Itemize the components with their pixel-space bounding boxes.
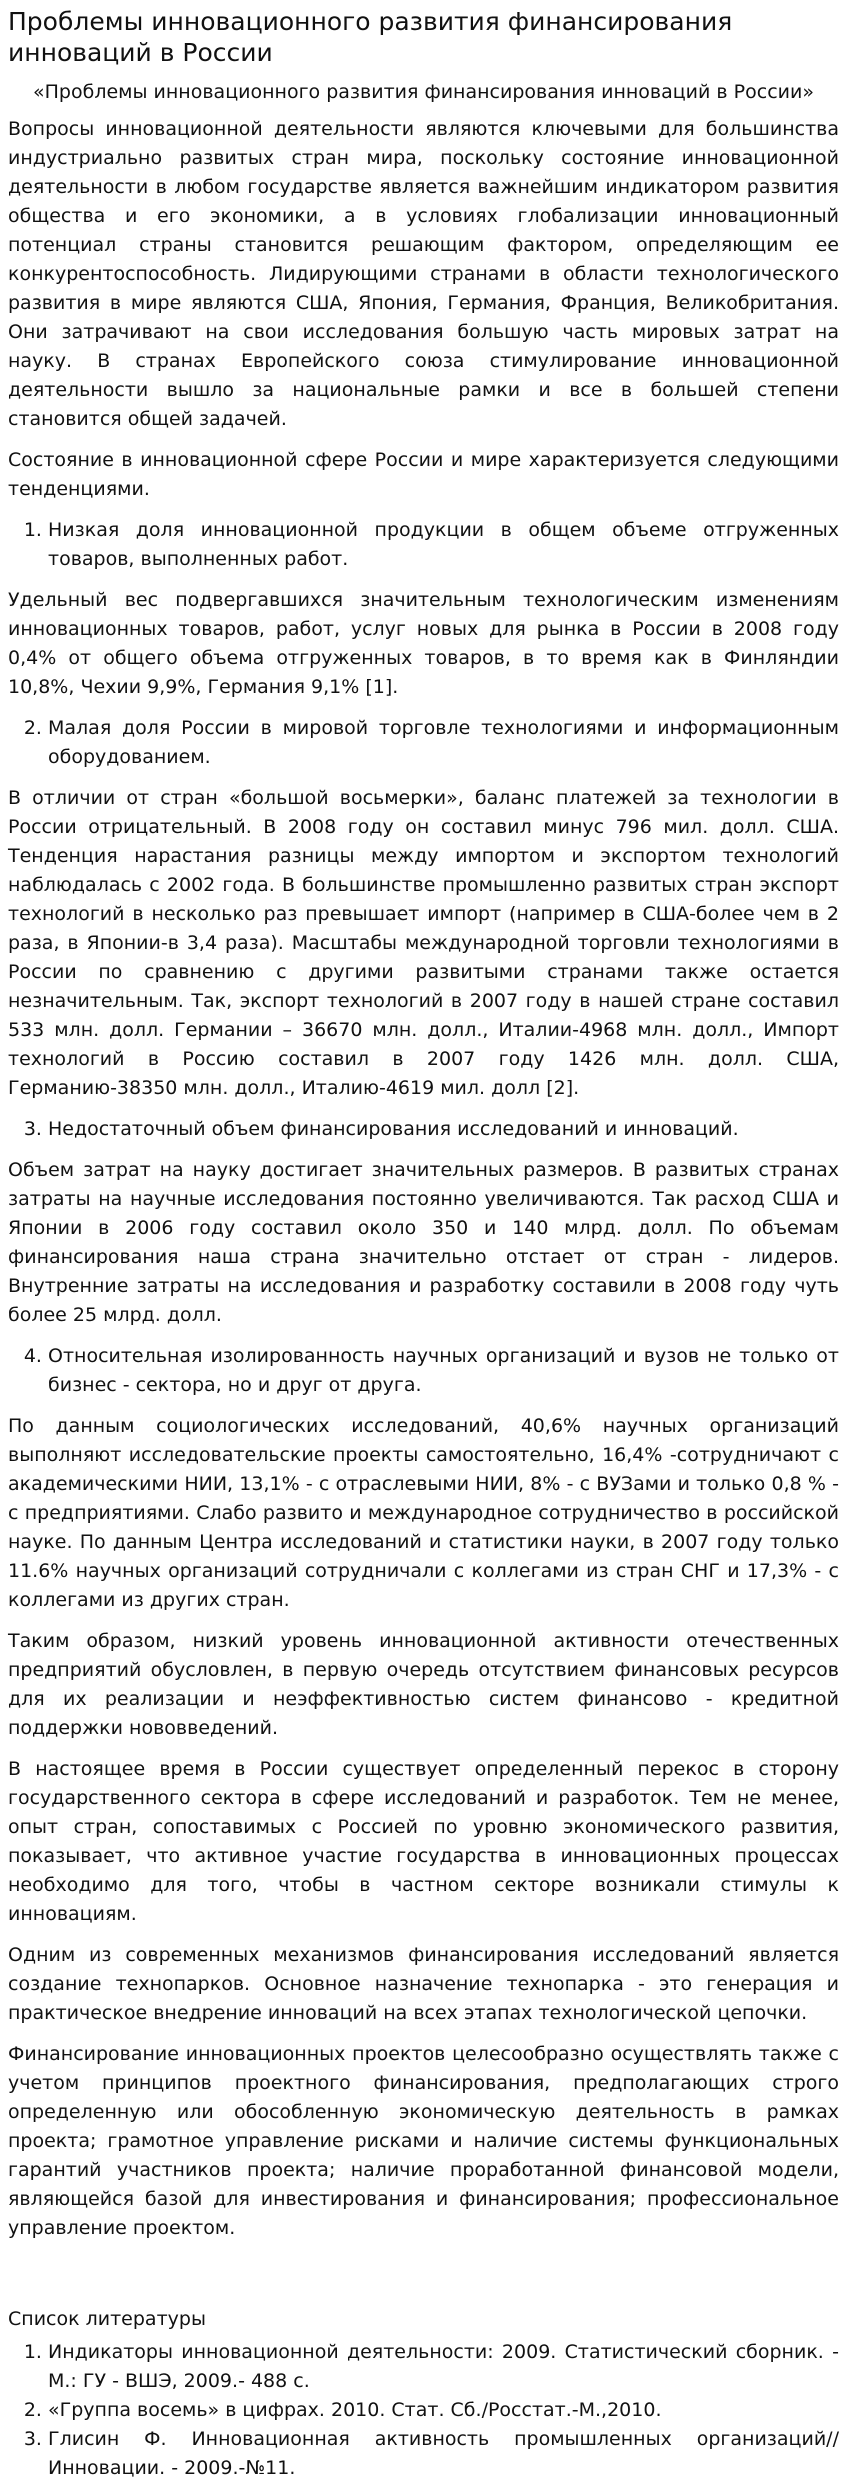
reference-item: 1. Индикаторы инновационной деятельности: 2009. Статистический сборник. - М.: ГУ - ВШЭ, 2009.- 488 с. — [48, 2338, 839, 2396]
trend-list-4 — [8, 1342, 839, 1400]
paragraph-project-finance: Финансирование инновационных проектов целесообразно осуществлять также с учетом принципов проектного финансирования, предполагающих строго определенную или обособленную экономическую деятельность в рамках проекта; грамотное управление рисками и наличие системы функциональных гарантий участников проекта; наличие проработанной финансовой модели, являющейся базой для инвестирования и финансирования; профессиональное управление проектом. — [8, 2043, 839, 2239]
paragraph-technoparks: Одним из современных механизмов финансирования исследований является создание технопарков. Основное назначение технопарка - это генерация и практическое внедрение инноваций на всех этапах технологической цепочки. — [8, 1944, 839, 2024]
references-list — [8, 2338, 839, 2483]
paragraph-conclusion: Таким образом, низкий уровень инновационной активности отечественных предприятий обусловлен, в первую очередь отсутствием финансовых ресурсов для их реализации и неэффективностью систем финансово - кредитной поддержки нововведений. — [8, 1630, 839, 1739]
trend-list-2 — [8, 714, 839, 772]
paragraph-intro: Вопросы инновационной деятельности являются ключевыми для большинства индустриально развитых стран мира, поскольку состояние инновационной деятельности в любом государстве является важнейшим индикатором развития общества и его экономики, а в условиях глобализации инновационный потенциал страны становится решающим фактором, определяющим ее конкурентоспособность. Лидирующими странами в области технологического развития в мире являются США, Япония, Германия, Франция, Великобритания. Они затрачивают на свои исследования большую часть мировых затрат на науку. В странах Европейского союза стимулирование инновационной деятельности вышло за национальные рамки и все в большей степени становится общей задачей. — [8, 118, 839, 430]
paragraph-technology-trade: В отличии от стран «большой восьмерки», баланс платежей за технологии в России отрицательный. В 2008 году он составил минус 796 мил. долл. США. Тенденция нарастания разницы между импортом и экспортом технологий наблюдалась с 2002 года. В большинстве промышленно развитых стран экспорт технологий в несколько раз превышает импорт (например в США-более чем в 2 раза, в Японии-в 3,4 раза). Масштабы международной торговли технологиями в России по сравнению с другими развитыми странами также остается незначительным. Так, экспорт технологий в 2007 году в нашей стране составил 533 млн. долл. Германии – 36670 млн. долл., Италии-4968 млн. долл., Импорт технологий в Россию составил в 2007 году 1426 млн. долл. США, Германию-38350 млн. долл., Италию-4619 мил. долл [2]. — [8, 787, 839, 1099]
list-item: 2. Малая доля России в мировой торговле технологиями и информационным оборудованием. — [48, 714, 839, 772]
paragraph-state-sector: В настоящее время в России существует определенный перекос в сторону государственного сектора в сфере исследований и разработок. Тем не менее, опыт стран, сопоставимых с Россией по уровню экономического развития, показывает, что активное участие государства в инновационных процессах необходимо для того, чтобы в частном секторе возникали стимулы к инновациям. — [8, 1758, 839, 1925]
trend-list-1 — [8, 516, 839, 574]
list-item: 4. Относительная изолированность научных организаций и вузов не только от бизнес - сектора, но и друг от друга. — [48, 1342, 839, 1400]
paragraph-cooperation: По данным социологических исследований, 40,6% научных организаций выполняют исследовательские проекты самостоятельно, 16,4% -сотрудничают с академическими НИИ, 13,1% - с отраслевыми НИИ, 8% - с ВУЗами и только 0,8 % - с предприятиями. Слабо развито и международное сотрудничество в российской науке. По данным Центра исследований и статистики науки, в 2007 году только 11.6% научных организаций сотрудничали с коллегами из стран СНГ и 17,3% - с коллегами из других стран. — [8, 1415, 839, 1611]
reference-item: 2. «Группа восемь» в цифрах. 2010. Стат. Сб./Росстат.-М.,2010. — [48, 2396, 839, 2425]
list-item: 3. Недостаточный объем финансирования исследований и инноваций. — [48, 1115, 839, 1144]
references-title: Список литературы — [8, 2308, 206, 2330]
paragraph-science-funding: Объем затрат на науку достигает значительных размеров. В развитых странах затраты на научные исследования постоянно увеличиваются. Так расход США и Японии в 2006 году составил около 350 и 140 млрд. долл. По объемам финансирования наша страна значительно отстает от стран - лидеров. Внутренние затраты на исследования и разработку составили в 2008 году чуть более 25 млрд. долл. — [8, 1159, 839, 1326]
list-item: 1. Низкая доля инновационной продукции в общем объеме отгруженных товаров, выполненных работ. — [48, 516, 839, 574]
paragraph-trends-intro: Состояние в инновационной сфере России и мире характеризуется следующими тенденциями. — [8, 449, 839, 500]
subtitle: «Проблемы инновационного развития финансирования инноваций в России» — [33, 81, 814, 103]
page-title: Проблемы инновационного развития финансирования инноваций в России — [8, 7, 733, 67]
reference-item: 3. Глисин Ф. Инновационная активность промышленных организаций//Инновации. - 2009.-№11. — [48, 2425, 839, 2483]
trend-list-3 — [8, 1115, 839, 1144]
paragraph-innovation-share: Удельный вес подвергавшихся значительным технологическим изменениям инновационных товаров, работ, услуг новых для рынка в России в 2008 году 0,4% от общего объема отгруженных товаров, в то время как в Финляндии 10,8%, Чехии 9,9%, Германия 9,1% [1]. — [8, 589, 839, 698]
